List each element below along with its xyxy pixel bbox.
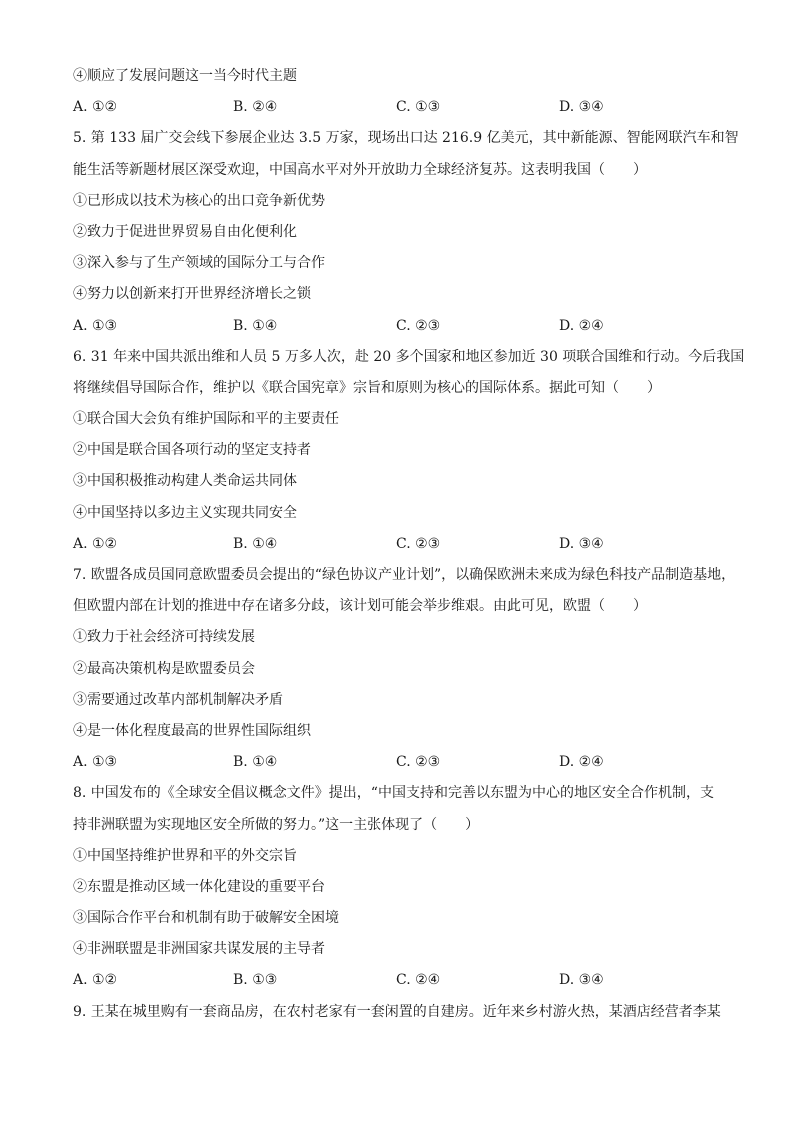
option-d: D. ②④ [559, 317, 604, 334]
option-c: C. ②④ [396, 972, 441, 989]
statement-2: ②中国是联合国各项行动的坚定支持者 [73, 442, 311, 459]
option-d: D. ③④ [559, 972, 604, 989]
option-d: D. ③④ [559, 99, 604, 116]
question-7-stem: 7. 欧盟各成员国同意欧盟委员会提出的“绿色协议产业计划”，以确保欧洲未来成为绿色科技产品制造基地， [73, 567, 736, 583]
statement-2: ②东盟是推动区域一体化建设的重要平台 [73, 878, 325, 895]
option-b: B. ②④ [233, 99, 278, 116]
question-6-stem: 6. 31 年来中国共派出维和人员 5 万多人次，赴 20 多个国家和地区参加近 30 项联合国维和行动。今后我国 [73, 348, 745, 365]
exam-page [73, 64, 745, 1031]
statement-3: ③中国积极推动构建人类命运共同体 [73, 473, 297, 490]
question-9-stem: 9. 王某在城里购有一套商品房，在农村老家有一套闲置的自建房。近年来乡村游火热，某酒店经营者李某 [73, 1003, 721, 1020]
statement-1: ①已形成以技术为核心的出口竞争新优势 [73, 192, 325, 209]
option-b: B. ①④ [233, 317, 278, 334]
statement-1: ①联合国大会负有维护国际和平的主要责任 [73, 411, 339, 428]
option-c: C. ②③ [396, 317, 441, 334]
option-c: C. ②③ [396, 754, 441, 771]
question-5-stem-cont: 能生活等新题材展区深受欢迎，中国高水平对外开放助力全球经济复苏。这表明我国（ ） [73, 161, 647, 178]
option-b: B. ①④ [233, 754, 278, 771]
text-line: ④顺应了发展问题这一当今时代主题 [73, 68, 297, 84]
option-c: C. ①③ [396, 99, 441, 116]
statement-4: ④是一体化程度最高的世界性国际组织 [73, 722, 311, 739]
question-8-stem: 8. 中国发布的《全球安全倡议概念文件》提出，“中国支持和完善以东盟为中心的地区安全合作机制，支 [73, 785, 714, 802]
statement-1: ①中国坚持维护世界和平的外交宗旨 [73, 847, 297, 864]
option-a: A. ①③ [73, 317, 118, 334]
statement-4: ④努力以创新来打开世界经济增长之锁 [73, 286, 311, 303]
option-d: D. ②④ [559, 754, 604, 771]
statement-1: ①致力于社会经济可持续发展 [73, 629, 255, 646]
statement-4: ④中国坚持以多边主义实现共同安全 [73, 504, 297, 521]
option-c: C. ②③ [396, 535, 441, 552]
statement-3: ③需要通过改革内部机制解决矛盾 [73, 691, 283, 708]
option-b: B. ①③ [233, 972, 278, 989]
statement-2: ②致力于促进世界贸易自由化便利化 [73, 223, 297, 240]
answer-options [73, 968, 723, 999]
option-b: B. ①④ [233, 535, 278, 552]
answer-options [73, 314, 723, 345]
statement-4: ④非洲联盟是非洲国家共谋发展的主导者 [73, 941, 325, 958]
option-a: A. ①② [73, 535, 118, 552]
option-a: A. ①② [73, 99, 118, 116]
question-8-stem-cont: 持非洲联盟为实现地区安全所做的努力。”这一主张体现了（ ） [73, 816, 480, 833]
option-d: D. ③④ [559, 535, 604, 552]
statement-2: ②最高决策机构是欧盟委员会 [73, 660, 255, 677]
answer-options [73, 750, 723, 781]
statement-3: ③深入参与了生产领域的国际分工与合作 [73, 255, 325, 272]
answer-options [73, 532, 723, 563]
question-7-stem-cont: 但欧盟内部在计划的推进中存在诸多分歧，该计划可能会举步维艰。由此可见，欧盟（ ） [73, 598, 647, 615]
question-6-stem-cont: 将继续倡导国际合作，维护以《联合国宪章》宗旨和原则为核心的国际体系。据此可知（ ） [73, 379, 661, 396]
option-a: A. ①② [73, 972, 118, 989]
question-5-stem: 5. 第 133 届广交会线下参展企业达 3.5 万家，现场出口达 216.9 亿美元，其中新能源、智能网联汽车和智 [73, 130, 739, 147]
statement-3: ③国际合作平台和机制有助于破解安全困境 [73, 910, 339, 927]
option-a: A. ①③ [73, 754, 118, 771]
answer-options [73, 95, 723, 126]
